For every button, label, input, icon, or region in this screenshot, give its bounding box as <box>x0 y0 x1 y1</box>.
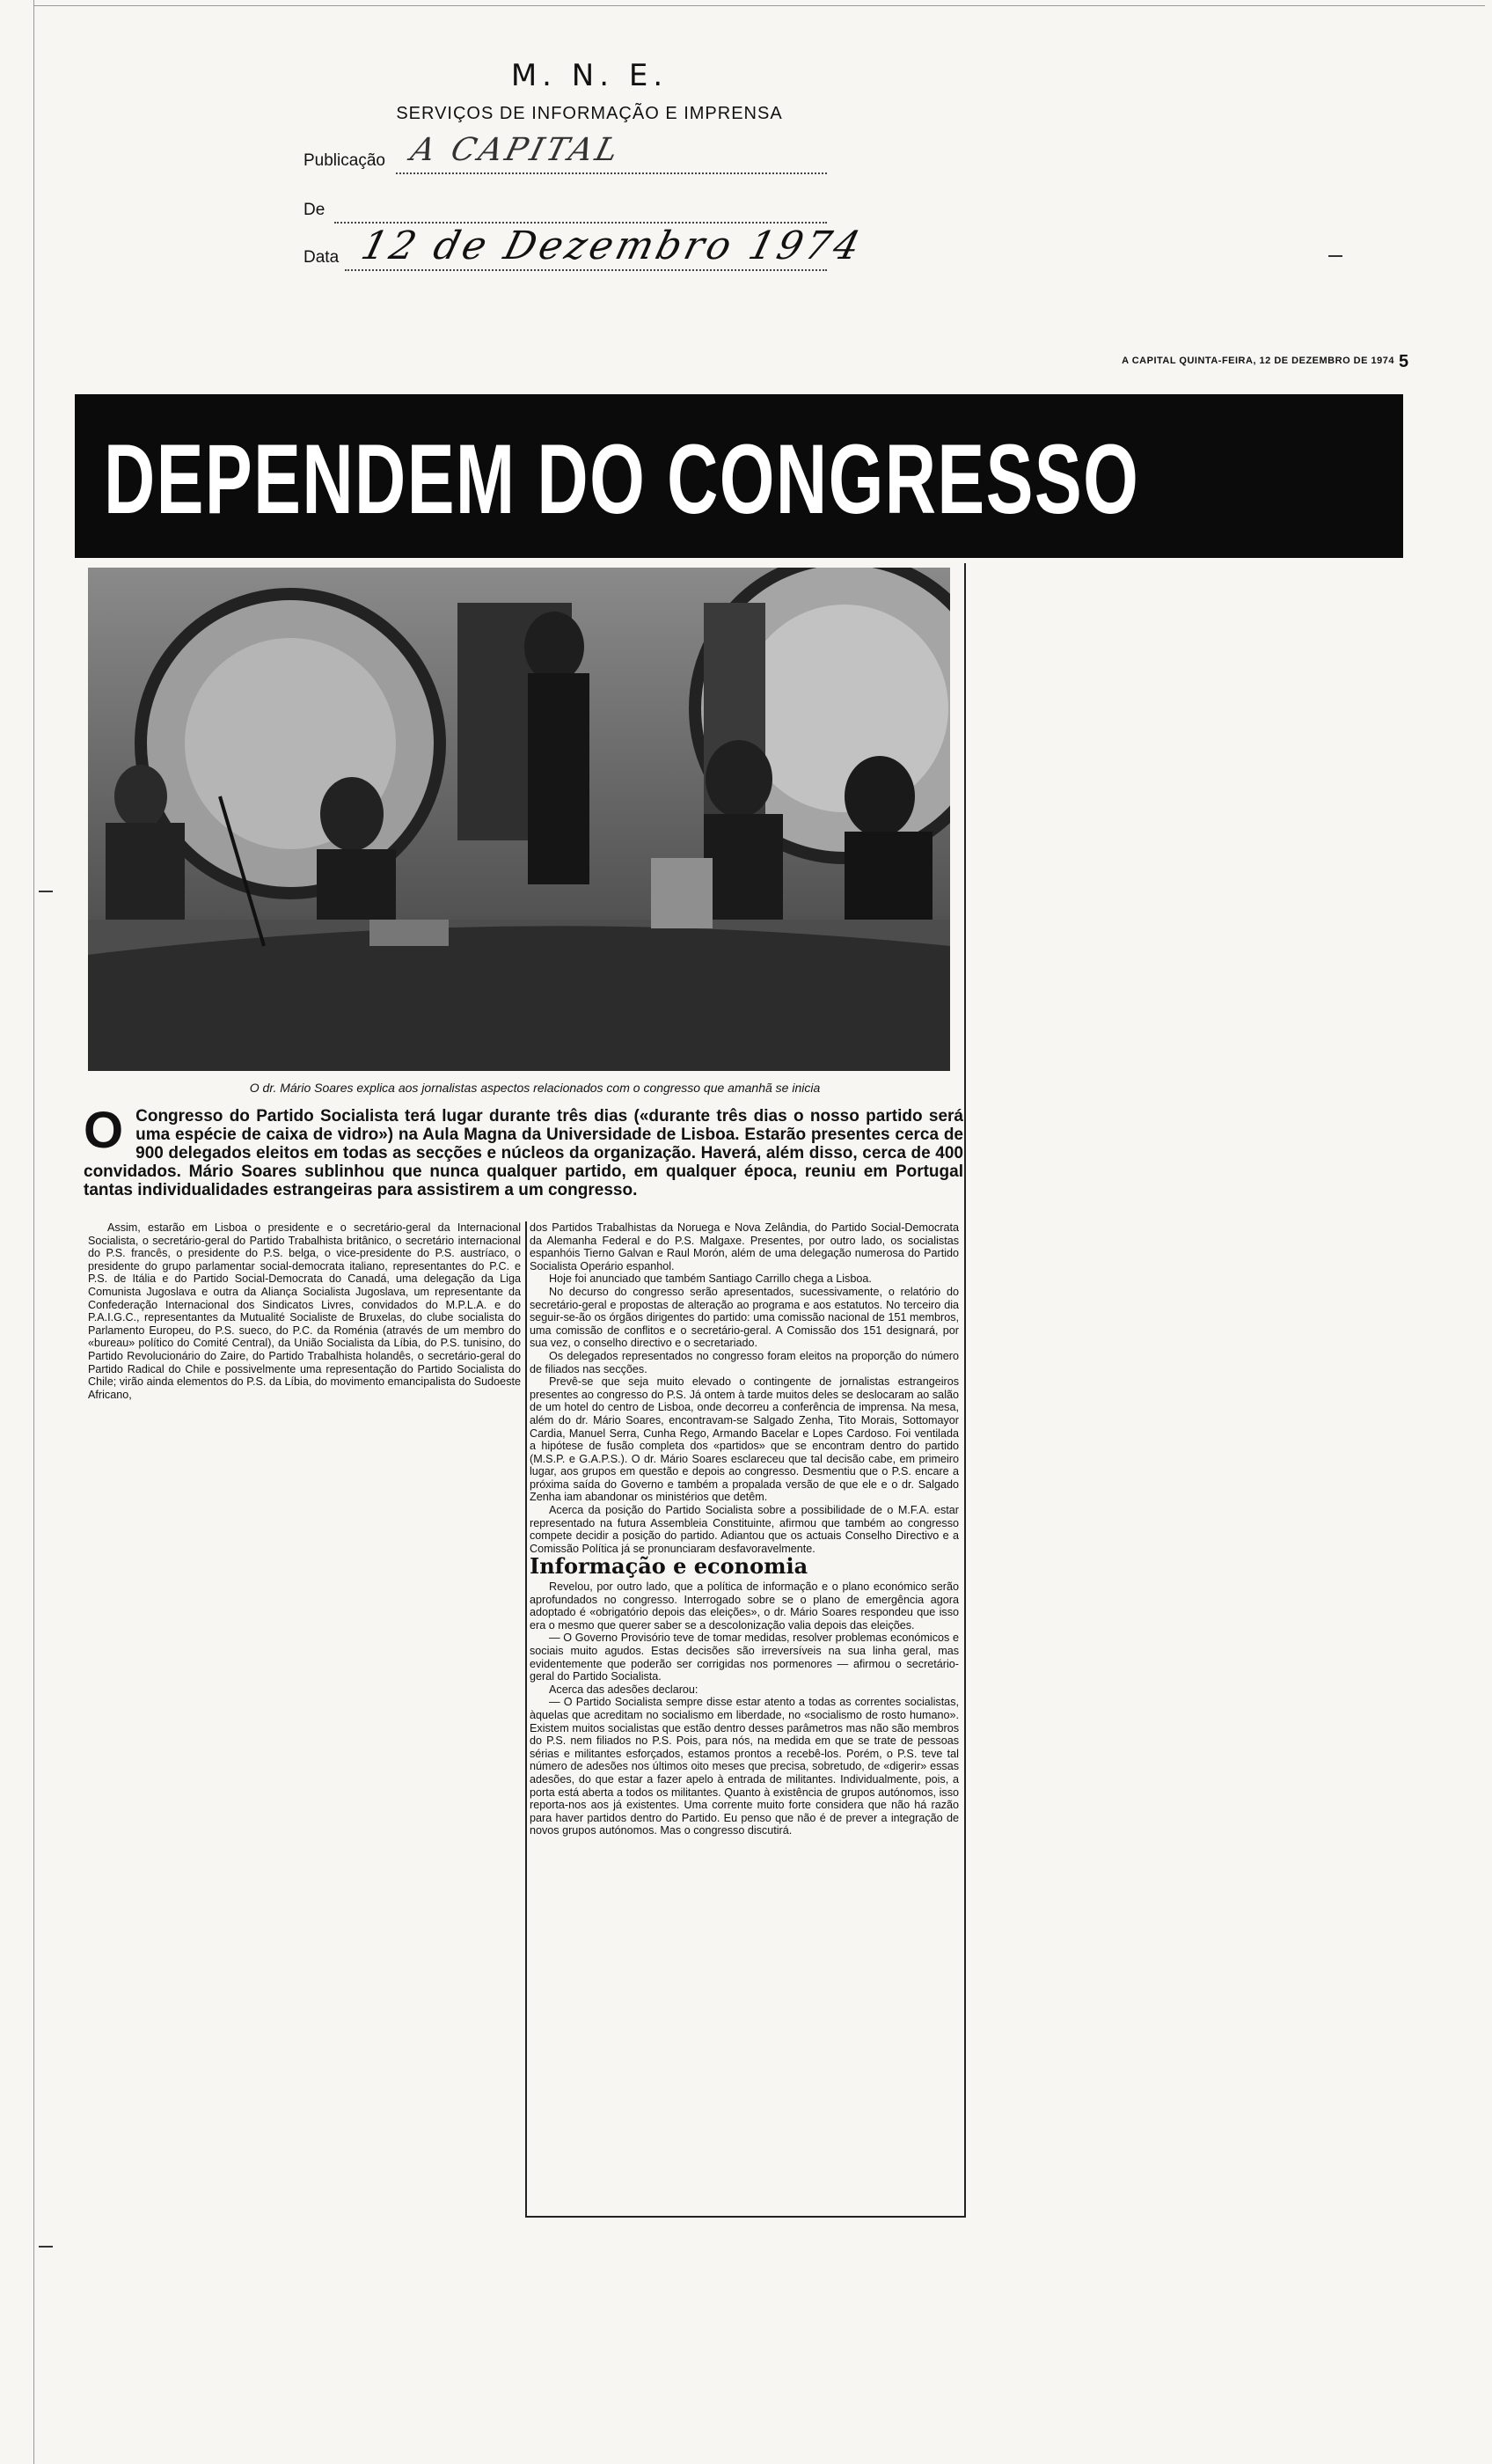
handwritten-publicacao: A CAPITAL <box>406 132 625 168</box>
drop-cap: O <box>84 1102 124 1159</box>
press-conference-photo <box>88 568 950 1071</box>
field-line <box>345 269 827 271</box>
page-edge-left <box>33 0 34 2464</box>
edge-mark <box>39 891 53 892</box>
field-publicacao <box>304 151 385 171</box>
photo-illustration <box>88 568 950 1071</box>
body-paragraph: dos Partidos Trabalhistas da Noruega e Nova Zelândia, do Partido Social-Democrata da Alemanha Federal e do P.S. Malgaxe. Presentes, por outro lado, os socialistas espanhóis Tierno Galvan e Raul Morón, além de uma delegação numerosa do Partido Socialista Operário espanhol. <box>530 1221 959 1272</box>
body-paragraph: No decurso do congresso serão apresentados, sucessivamente, o relatório do secretário-geral e propostas de alteração ao programa e aos estatutos. No terceiro dia seguir-se-ão os órgãos dirigentes do partido: uma comissão nacional de 151 membros, uma comissão de conflitos e o secretário-geral. A Comissão dos 151 designará, por sua vez, o conselho directivo e o secretariado. <box>530 1285 959 1350</box>
page-number: 5 <box>1399 352 1409 371</box>
field-de <box>304 201 325 220</box>
section-subheading: Informação e economia <box>530 1553 808 1580</box>
body-paragraph: Assim, estarão em Lisboa o presidente e o secretário-geral da Internacional Socialista, o secretário-geral do Partido Trabalhista britânico, o secretário internacional do P.S. francês, o presidente do P.S. belga, o vice-presidente do P.S. austríaco, o presidente do grupo parlamentar social-democrata italiano, representantes do P.C. e P.S. de Itália e do Partido Social-Democrata do Canadá, uma delegação da Liga Comunista Jugoslava e outra da Aliança Socialista Jugoslava, um representante da Confederação Internacional dos Sindicatos Livres, convidados do M.P.L.A. e do P.A.I.G.C., representantes da Mutualité Socialiste de Bruxelas, do clube socialista do Parlamento Europeu, do P.S. sueco, do P.C. da Roménia (através de um membro do «bureau» político do Comité Central), da União Socialista da Líbia, do P.S. tunisino, do Partido Revolucionário do Zaire, do Partido Trabalhista holandês, o secretário-geral do Partido Radical do Chile e possivelmente uma representação do Partido Socialista do Chile; virão ainda elementos do P.S. da Líbia, do movimento emancipalista do Sudoeste Africano, <box>88 1221 521 1401</box>
edge-mark <box>39 2246 53 2248</box>
body-paragraph: — O Governo Provisório teve de tomar medidas, resolver problemas económicos e sociais muito agudos. Estas decisões são irreversíveis na sua linha geral, mas evidentemente que poderão ser corrigidas nos pormenores — afirmou o secretário-geral do Partido Socialista. <box>530 1632 959 1683</box>
edge-mark <box>1328 255 1342 257</box>
body-paragraph: Revelou, por outro lado, que a política de informação e o plano económico serão aprofundados no congresso. Interrogado sobre se o plano de emergência agora adoptado é «obrigatório depois das eleições», o dr. Mário Soares respondeu que isso era o mesmo que querer saber se a descolonização valia depois das eleições. <box>530 1580 959 1632</box>
bottom-rule <box>525 2216 965 2218</box>
body-paragraph: Acerca das adesões declarou: <box>549 1683 698 1696</box>
headline: DEPENDEM DO CONGRESSO <box>104 424 1140 534</box>
field-line <box>396 172 827 174</box>
column-rule-middle <box>525 1221 527 2216</box>
body-paragraph: Os delegados representados no congresso foram eleitos na proporção do número de filiados nas secções. <box>530 1349 959 1375</box>
handwritten-data: 12 de Dezembro 1974 <box>356 224 868 268</box>
stamp-org-title: M. N. E. <box>510 58 669 93</box>
lead-paragraph <box>84 1102 963 1199</box>
field-label: Publicação <box>304 151 385 170</box>
stamp-department: SERVIÇOS DE INFORMAÇÃO E IMPRENSA <box>396 104 783 123</box>
column-left <box>88 1221 521 1401</box>
body-paragraph: Hoje foi anunciado que também Santiago Carrillo chega a Lisboa. <box>549 1272 872 1286</box>
column-right <box>530 1221 959 1837</box>
body-paragraph: — O Partido Socialista sempre disse estar atento a todas as correntes socialistas, àquelas que acreditam no socialismo em liberdade, no «socialismo de rosto humano». Existem muitos socialistas que estão dentro desses parâmetros mas não são membros do P.S. nem filiados no P.S. Pois, para nós, na medida em que se trate de pessoas sérias e militantes esforçados, estamos prontos a recebê-los. Porém, o P.S. teve tal número de adesões nos últimos oito meses que precisa, sobretudo, de «digerir» essas adesões, do que estar a fazer apelo à entrada de militantes. Individualmente, pois, a porta está aberta a todos os militantes. Quanto à existência de grupos autónomos, isso reporta-nos aos já existentes. Uma corrente muito forte considera que não há razão para haver partidos dentro do Partido. Eu penso que não é de prever a integração de novos grupos autónomos. Mas o congresso discutirá. <box>530 1696 959 1837</box>
field-label: De <box>304 201 325 219</box>
page-edge-top <box>33 5 1485 6</box>
field-data <box>304 248 339 268</box>
field-label: Data <box>304 248 340 267</box>
body-paragraph: Acerca da posição do Partido Socialista sobre a possibilidade de o M.F.A. estar representado na futura Assembleia Constituinte, afirmou que também ao congresso compete decidir a posição do partido. Adiantou que os actuais Conselho Directivo e a Comissão Política já se pronunciaram desfavoravelmente. <box>530 1504 959 1555</box>
lead-text: Congresso do Partido Socialista terá lugar durante três dias («durante três dias o nosso partido será uma espécie de caixa de vidro») na Aula Magna da Universidade de Lisboa. Estarão presentes cerca de 900 delegados eleitos em todas as secções e núcleos da organização. Haverá, além disso, cerca de 400 convidados. Mário Soares sublinhou que nunca qualquer partido, em qualquer época, reuniu em Portugal tantas individualidades estrangeiras para assistirem a um congresso. <box>84 1107 963 1199</box>
newspaper-dateline: A CAPITAL QUINTA-FEIRA, 12 DE DEZEMBRO DE 1974 <box>1122 356 1394 366</box>
photo-caption: O dr. Mário Soares explica aos jornalistas aspectos relacionados com o congresso que amanhã se inicia <box>249 1081 821 1095</box>
body-paragraph: Prevê-se que seja muito elevado o contingente de jornalistas estrangeiros presentes ao congresso do P.S. Já ontem à tarde muitos deles se deslocaram ao salão de um hotel do centro de Lisboa, onde decorreu a conferência de imprensa. Na mesa, além do dr. Mário Soares, encontravam-se Salgado Zenha, Tito Morais, Sottomayor Cardia, Manuel Serra, Cunha Rego, Armando Bacelar e Lopes Cardoso. Foi ventilada a hipótese de fusão completa dos «partidos» que se encontram dentro do partido (M.S.P. e G.A.P.S.). O dr. Mário Soares esclareceu que tal decisão cabe, em primeiro lugar, aos grupos em questão e depois ao congresso. Desmentiu que o P.S. encare a próxima saída do Governo e também a propalada versão de que ele e o dr. Salgado Zenha iam abandonar os ministérios que detêm. <box>530 1375 959 1504</box>
column-rule-right <box>964 563 966 2218</box>
